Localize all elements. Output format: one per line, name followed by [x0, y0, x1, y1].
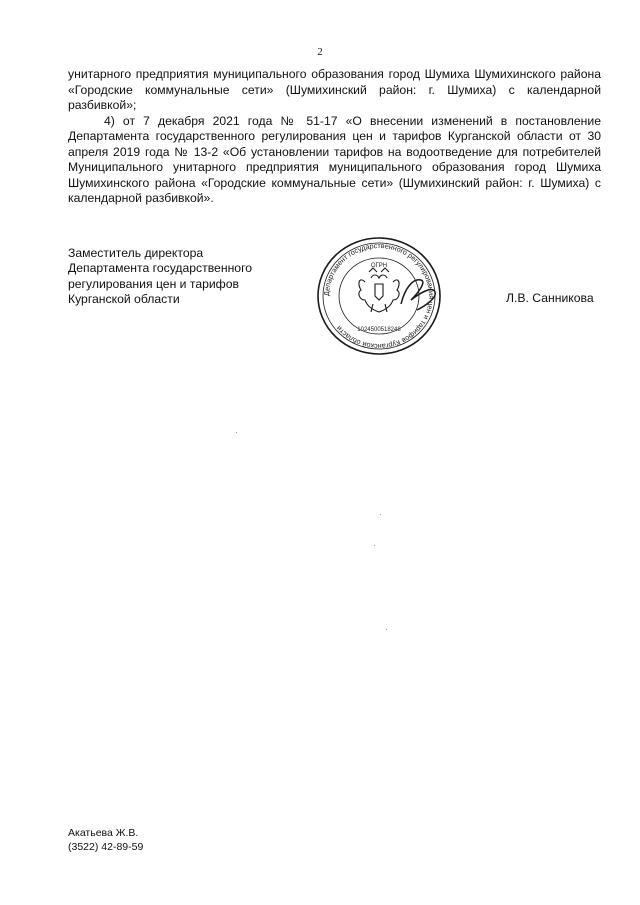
paragraph-item-4: 4) от 7 декабря 2021 года № 51-17 «О внесении изменений в постановление Департамента государственного регулирования цен и тарифов Курганской области от 30 апреля 2019 года № 13-2 «Об установлении тарифов на водоотведение для потребителей Муниципального унитарного предприятия муниципального образования город Шумиха Шумихинского района «Городские коммунальные сети» (Шумихинский район: г. Шумиха) с календарной разбивкой».	[68, 113, 601, 205]
scan-speck	[380, 514, 381, 515]
signer-title-line: Курганской области	[68, 291, 180, 306]
scan-speck	[386, 629, 387, 630]
signer-title-line: Департамента государственного	[68, 261, 253, 276]
seal-number: 1024500518248	[357, 327, 401, 333]
coat-of-arms-icon	[359, 268, 399, 312]
executor-name: Акатьева Ж.В.	[68, 827, 139, 839]
signer-title	[68, 246, 298, 307]
page-number: 2	[317, 46, 323, 58]
scan-speck	[236, 432, 237, 433]
signer-title-line: Заместитель директора	[68, 246, 204, 260]
seal-inner-text: ОГРН	[370, 263, 388, 269]
signer-title-line: регулирования цен и тарифов	[68, 276, 239, 291]
scan-speck	[374, 545, 375, 546]
executor-phone: (3522) 42-89-59	[68, 840, 144, 853]
executor-info	[68, 827, 143, 854]
seal-ring-text: Департамент государственного регулирования цен и тарифов Курганской области	[321, 240, 437, 352]
document-body	[68, 67, 601, 207]
paragraph-continuation: унитарного предприятия муниципального образования город Шумиха Шумихинского района «Городские коммунальные сети» (Шумихинский район: г. Шумиха) с календарной разбивкой»;	[68, 67, 601, 112]
signer-name: Л.В. Санникова	[506, 291, 594, 305]
official-seal	[313, 234, 445, 358]
